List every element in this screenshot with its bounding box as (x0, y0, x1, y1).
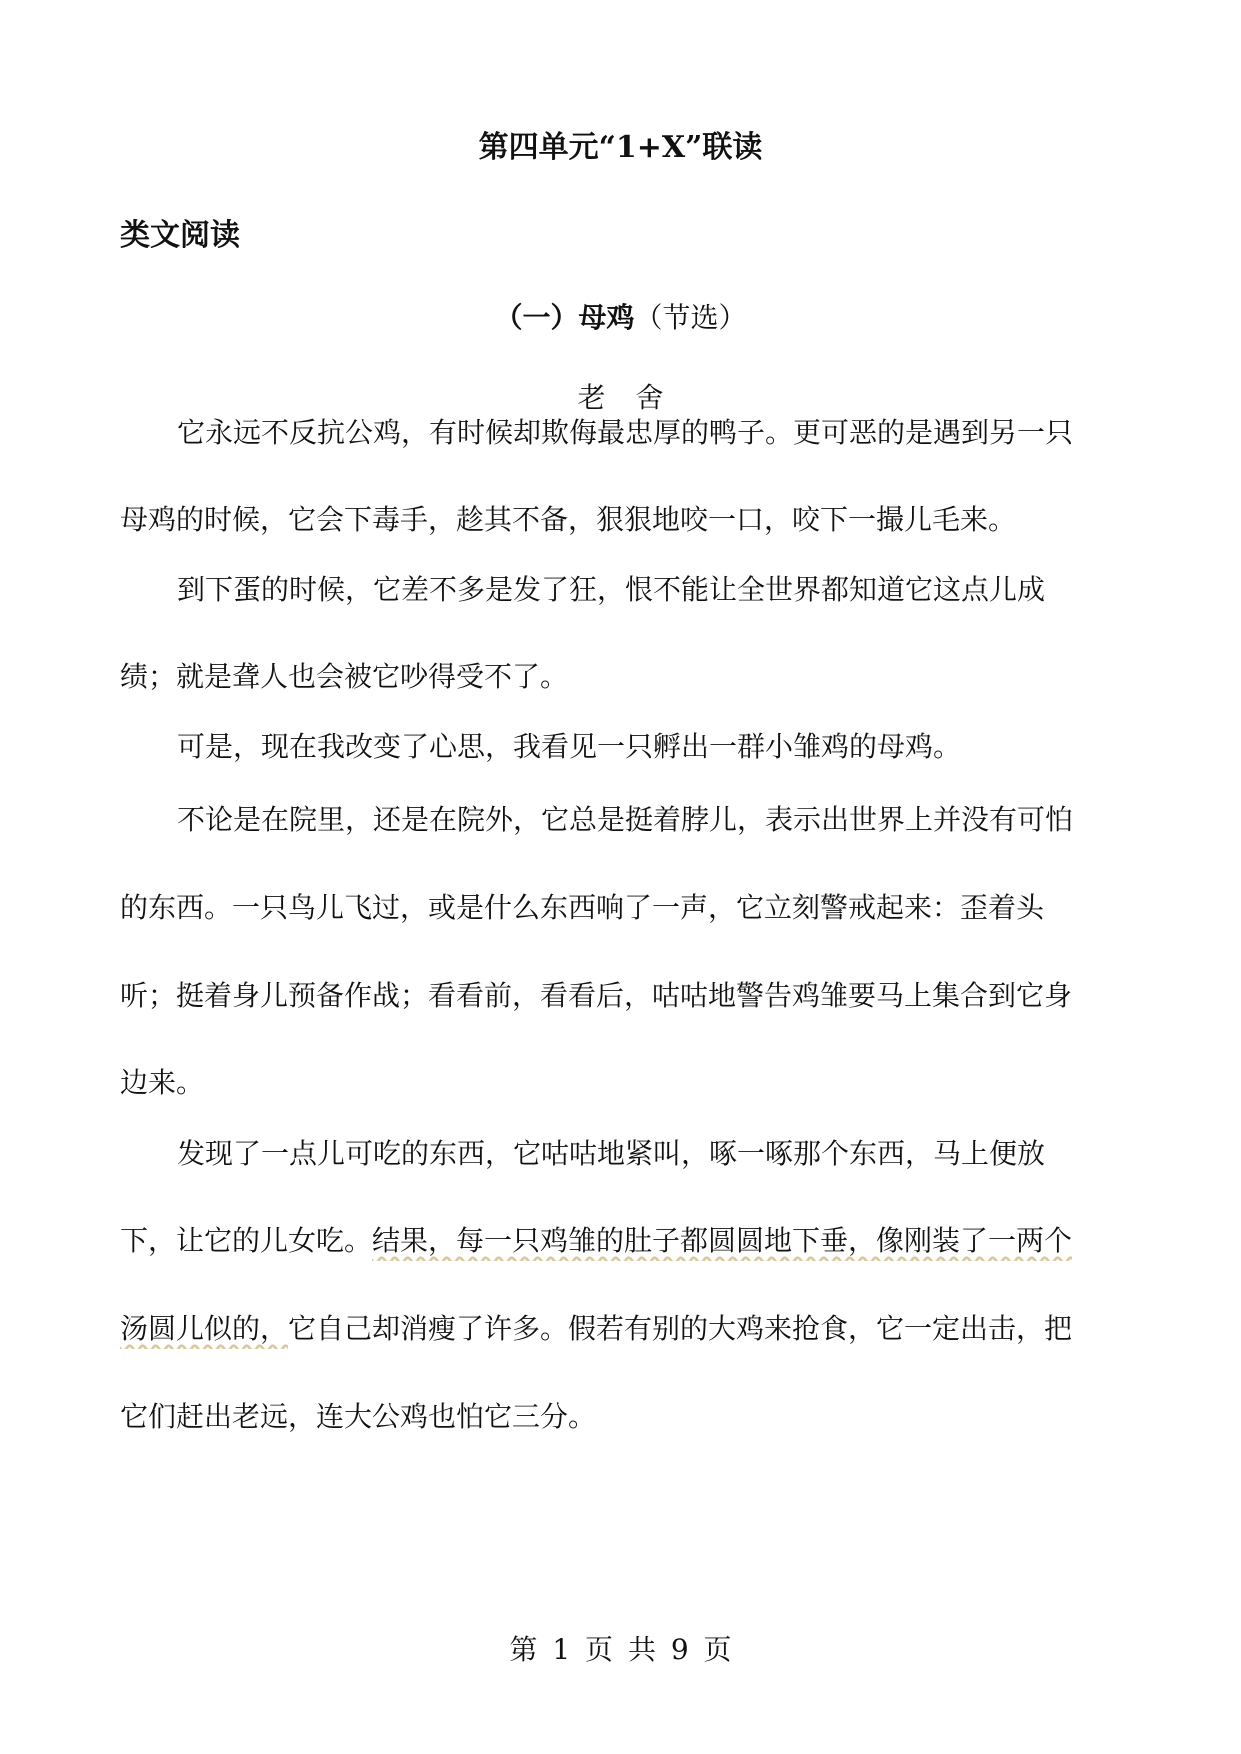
article-title-note: （节选） (634, 301, 747, 334)
article-title-main: （一）母鸡 (494, 301, 635, 334)
document-title: 第四单元“1+X”联读 (478, 130, 763, 165)
paragraph-line: 的东西。一只鸟儿飞过，或是什么东西响了一声，它立刻警戒起来：歪着头 (120, 891, 1045, 924)
paragraph-line: 不论是在院里，还是在院外，它总是挺着脖儿，表示出世界上并没有可怕 (177, 803, 1074, 836)
paragraph-line: 它们赶出老远，连大公鸡也怕它三分。 (120, 1400, 597, 1433)
line-segment: 它自己却消瘦了许多。假若有别的大鸡来抢食，它一定出击，把 (288, 1312, 1073, 1345)
page-footer: 第 1 页 共 9 页 (509, 1633, 732, 1666)
paragraph-line: 它永远不反抗公鸡，有时候却欺侮最忠厚的鸭子。更可恶的是遇到另一只 (177, 416, 1074, 449)
article-author: 老舍 (577, 381, 694, 414)
paragraph-line: 边来。 (120, 1066, 205, 1099)
paragraph-line: 绩；就是聋人也会被它吵得受不了。 (120, 660, 569, 693)
paragraph-line: 可是，现在我改变了心思，我看见一只孵出一群小雏鸡的母鸡。 (177, 730, 962, 763)
paragraph-line: 到下蛋的时候，它差不多是发了狂，恨不能让全世界都知道它这点儿成 (177, 573, 1046, 606)
line-segment: 下，让它的儿女吃。 (120, 1224, 373, 1257)
annotated-segment: 结果，每一只鸡雏的肚子都圆圆地下垂，像刚装了一两个 (372, 1224, 1073, 1257)
paragraph-line (120, 1221, 1120, 1261)
paragraph-line: 发现了一点儿可吃的东西，它咕咕地紧叫，啄一啄那个东西，马上便放 (177, 1137, 1046, 1170)
paragraph-line (120, 1309, 1120, 1349)
paragraph-line: 听；挺着身儿预备作战；看看前，看看后，咕咕地警告鸡雏要马上集合到它身 (120, 979, 1073, 1012)
section-heading: 类文阅读 (120, 218, 240, 253)
article-title (0, 298, 1241, 338)
annotated-segment: 汤圆儿似的， (120, 1312, 289, 1345)
paragraph-line: 母鸡的时候，它会下毒手，趁其不备，狠狠地咬一口，咬下一撮儿毛来。 (120, 503, 1017, 536)
